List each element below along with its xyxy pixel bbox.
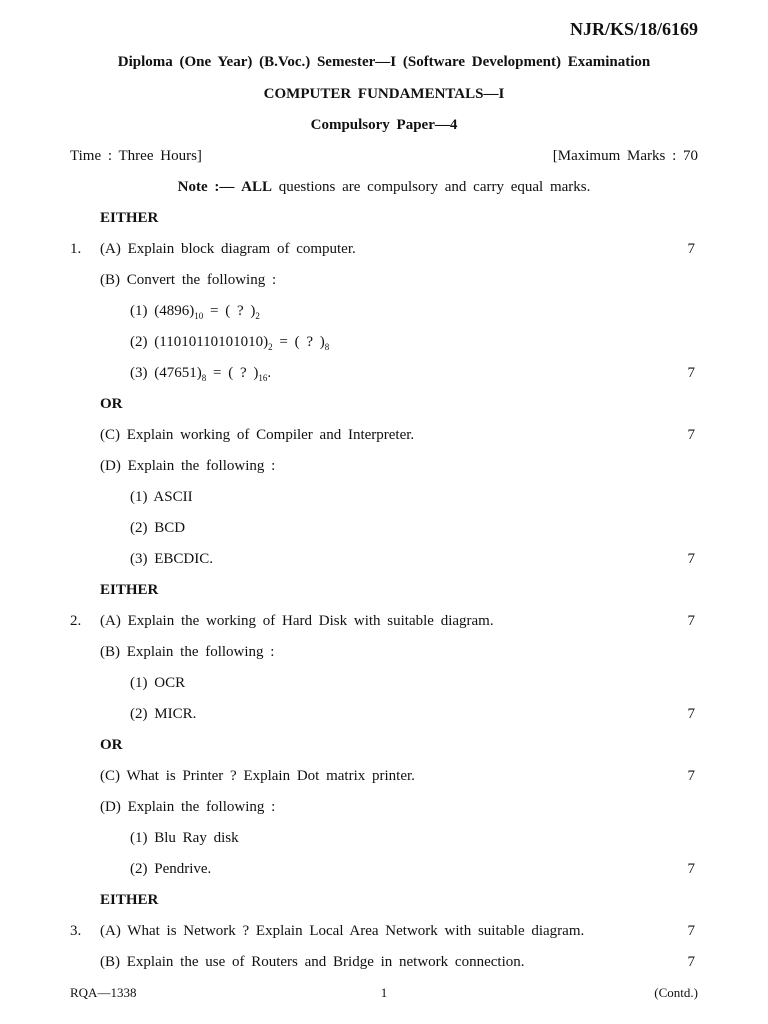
q2-a-marks: 7 <box>687 613 695 629</box>
q2-c-marks: 7 <box>687 768 695 784</box>
q1-b1-rest-base: 2 <box>255 311 260 321</box>
q1-b2-value: (11010110101010) <box>154 334 269 350</box>
q1-d-sub2: (2) BCD <box>130 520 186 536</box>
q1-b1-label: (1) <box>130 303 148 319</box>
q3-a-marks: 7 <box>687 923 695 939</box>
q1-b3-value: (47651) <box>154 365 202 381</box>
max-marks-label: [Maximum Marks : 70 <box>552 148 698 164</box>
q1-b1-base: 10 <box>194 311 204 321</box>
note-text: questions are compulsory and carry equal marks. <box>278 179 591 195</box>
q2-d-marks: 7 <box>687 861 695 877</box>
q1-or: OR <box>100 396 123 412</box>
q1-b2-rest-base: 8 <box>324 342 330 352</box>
subject-title: COMPUTER FUNDAMENTALS—I <box>263 86 505 102</box>
q2-part-b: (B) Explain the following : <box>100 644 275 660</box>
q1-b3-rest-base: 16 <box>258 373 268 383</box>
q1-b3-base: 8 <box>201 373 207 383</box>
q1-b3-tail: . <box>267 365 272 381</box>
paper-code: NJR/KS/18/6169 <box>569 19 698 39</box>
q2-either: EITHER <box>100 582 159 598</box>
q1-part-d: (D) Explain the following : <box>100 458 276 474</box>
q1-b-marks: 7 <box>687 365 695 381</box>
q2-number: 2. <box>70 613 82 629</box>
exam-title: Diploma (One Year) (B.Voc.) Semester—I (Software Development) Examination <box>117 54 651 70</box>
q1-number: 1. <box>70 241 82 257</box>
note-prefix: Note :— <box>177 179 235 195</box>
q2-or: OR <box>100 737 123 753</box>
q3-b-marks: 7 <box>687 954 695 970</box>
q1-a-marks: 7 <box>687 241 695 257</box>
page-number: 1 <box>380 985 388 1000</box>
paper-title: Compulsory Paper—4 <box>310 117 458 133</box>
note-line <box>0 178 768 196</box>
q1-b-sub2 <box>130 333 329 351</box>
q1-b1-rest: = ( ? ) <box>210 303 256 319</box>
q1-b2-base: 2 <box>268 342 273 352</box>
q3-number: 3. <box>70 923 82 939</box>
note-emphasis: ALL <box>241 179 272 195</box>
q1-b-sub1 <box>130 302 260 320</box>
q3-either: EITHER <box>100 892 159 908</box>
q2-b-sub1: (1) OCR <box>130 675 186 691</box>
q1-b2-label: (2) <box>130 334 148 350</box>
q2-d-sub1: (1) Blu Ray disk <box>130 830 239 846</box>
q1-either: EITHER <box>100 210 159 226</box>
q3-part-b: (B) Explain the use of Routers and Bridge in network connection. <box>100 954 525 970</box>
q1-b-sub3 <box>130 364 271 382</box>
footer-contd: (Contd.) <box>654 985 698 1000</box>
q3-part-a: (A) What is Network ? Explain Local Area Network with suitable diagram. <box>100 923 585 939</box>
q2-b-marks: 7 <box>687 706 695 722</box>
q1-part-b: (B) Convert the following : <box>100 272 277 288</box>
q1-d-sub3: (3) EBCDIC. <box>130 551 213 567</box>
q2-d-sub2: (2) Pendrive. <box>130 861 212 877</box>
q1-b2-rest: = ( ? ) <box>279 334 325 350</box>
time-label: Time : Three Hours] <box>70 148 202 164</box>
q2-part-d: (D) Explain the following : <box>100 799 276 815</box>
q1-b1-value: (4896) <box>154 303 195 319</box>
q1-part-c: (C) Explain working of Compiler and Interpreter. <box>100 427 415 443</box>
q1-b3-rest: = ( ? ) <box>213 365 259 381</box>
q1-c-marks: 7 <box>687 427 695 443</box>
q1-d-sub1: (1) ASCII <box>130 489 193 505</box>
footer-code: RQA—1338 <box>70 985 137 1000</box>
q1-part-a: (A) Explain block diagram of computer. <box>100 241 356 257</box>
q1-b3-label: (3) <box>130 365 148 381</box>
q2-b-sub2: (2) MICR. <box>130 706 197 722</box>
q2-part-a: (A) Explain the working of Hard Disk with suitable diagram. <box>100 613 494 629</box>
q1-d-marks: 7 <box>687 551 695 567</box>
q2-part-c: (C) What is Printer ? Explain Dot matrix printer. <box>100 768 415 784</box>
